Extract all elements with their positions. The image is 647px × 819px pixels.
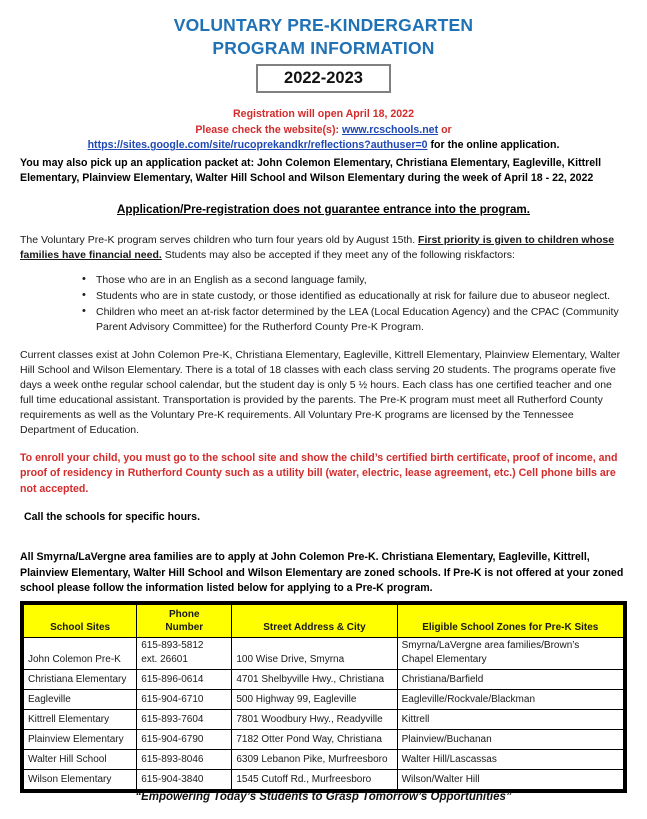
cell-school-site: Eagleville [24,689,137,709]
online-application-suffix: for the online application. [430,139,560,151]
zone-line1: Smyrna/LaVergne area families/Brown’s [401,639,580,651]
column-header-phone-number [137,604,232,637]
cell-phone: 615-893-8046 [137,749,232,769]
table-body [24,637,624,789]
website-prefix: Please check the website(s): [195,123,339,136]
eligibility-intro-paragraph [20,233,627,263]
eligibility-intro-part2: Students may also be accepted if they meet any of the following riskfactors: [161,248,515,261]
table-row [24,729,624,749]
registration-open-text: Registration will open April 18, 2022 [233,108,414,120]
cell-phone: 615-896-0614 [137,669,232,689]
phone-line1: 615-893-5812 [141,639,204,651]
cell-school-site: Kittrell Elementary [24,709,137,729]
footer-motto: “Empowering Today’s Students to Grasp Tomorrow’s Opportunities” [135,791,512,803]
table-row [24,769,624,789]
cell-address: 100 Wise Drive, Smyrna [232,637,397,669]
cell-zone: Kittrell [397,709,623,729]
list-item: • Children who meet an at-risk factor determined by the LEA (Local Education Agency) and the CPAC (Community Parent Advisory Committee) for the Rutherford County Pre-K Program. [82,305,627,335]
enrollment-requirements-notice: To enroll your child, you must go to the school site and show the child’s certified birth certificate, proof of income, and proof of residency in Rutherford County such as a utility bill (water, electric, lease agreement, etc.) Cell phone bills are not accepted. [20,451,618,495]
table-row [24,669,624,689]
cell-address: 7182 Otter Pond Way, Christiana [232,729,397,749]
website-line [20,123,627,139]
cell-phone: 615-904-6710 [137,689,232,709]
document-header [20,0,627,93]
eligibility-intro-part1: The Voluntary Pre-K program serves children who turn four years old by August 15th. [20,233,419,246]
website-suffix: or [441,123,452,136]
school-sites-table-wrapper [20,601,627,793]
risk-factor-list [20,273,627,335]
column-header-school-sites: School Sites [24,604,137,637]
cell-zone: Walter Hill/Lascassas [397,749,623,769]
column-header-eligible-zones: Eligible School Zones for Pre-K Sites [397,604,623,637]
table-header-row [24,604,624,637]
list-item: • Those who are in an English as a second language family, [82,273,627,288]
packet-pickup-paragraph: You may also pick up an application packet at: John Colemon Elementary, Christiana Elementary, Eagleville, Kittrell Elementary, Plainview Elementary, Walter Hill School and Wilson Elementary during the week of April 18 - 22, 2022 [20,156,602,184]
cell-school-site: Christiana Elementary [24,669,137,689]
page-title-line1: VOLUNTARY PRE-KINDERGARTEN [173,15,474,35]
cell-address: 500 Highway 99, Eagleville [232,689,397,709]
no-guarantee-heading: Application/Pre-registration does not guarantee entrance into the program. [117,202,530,216]
zoned-schools-paragraph: All Smyrna/LaVergne area families are to apply at John Colemon Pre-K. Christiana Elementary, Eagleville, Kittrell, Plainview Elementary, Walter Hill School and Wilson Elementary are zoned schools. If Pre-K is not offered at your zoned school please follow the information listed below for applying to a Pre-K program. [20,551,624,594]
cell-address: 4701 Shelbyville Hwy., Christiana [232,669,397,689]
cell-phone: 615-904-6790 [137,729,232,749]
registration-open-line [20,107,627,123]
table-row [24,709,624,729]
cell-zone: Christiana/Barfield [397,669,623,689]
list-item: • Students who are in state custody, or those identified as educationally at risk for failure due to abuseor neglect. [82,289,627,304]
cell-school-site: Wilson Elementary [24,769,137,789]
cell-phone: 615-893-7604 [137,709,232,729]
zone-line2: Chapel Elementary [401,653,487,665]
cell-address: 6309 Lebanon Pike, Murfreesboro [232,749,397,769]
registration-block [20,107,627,154]
table-header [24,604,624,637]
school-year-box-wrapper [20,64,627,93]
table-row [24,689,624,709]
cell-address: 7801 Woodbury Hwy., Readyville [232,709,397,729]
cell-address: 1545 Cutoff Rd., Murfreesboro [232,769,397,789]
cell-zone: Wilson/Walter Hill [397,769,623,789]
application-link-line [20,138,627,154]
cell-zone [397,637,623,669]
cell-school-site: John Colemon Pre-K [24,637,137,669]
cell-school-site: Plainview Elementary [24,729,137,749]
phone-header-line1: Phone [168,608,200,620]
cell-school-site: Walter Hill School [24,749,137,769]
school-year-badge: 2022-2023 [256,64,391,93]
eligibility-priority-emphasis: First priority is given to children whose families have financial need. [20,233,615,261]
table-row [24,637,624,669]
cell-zone: Eagleville/Rockvale/Blackman [397,689,623,709]
page-title-line2: PROGRAM INFORMATION [212,38,435,58]
call-schools-line: Call the schools for specific hours. [24,511,201,523]
school-sites-table [23,604,624,790]
cell-phone: 615-904-3840 [137,769,232,789]
phone-header-line2: Number [165,621,204,633]
rcschools-link[interactable]: www.rcschools.net [341,123,439,136]
google-sites-link[interactable]: https://sites.google.com/site/rucoprekandkr/reflections?authuser=0 [87,139,428,151]
cell-zone: Plainview/Buchanan [397,729,623,749]
column-header-street-address: Street Address & City [232,604,397,637]
current-classes-paragraph: Current classes exist at John Colemon Pre-K, Christiana Elementary, Eagleville, Kittrell Elementary, Plainview Elementary, Walter Hill School and Wilson Elementary. There is a total of 18 classes with each class serving 20 students. The programs operate five days a week onthe regular school calendar, but the student day is only 5 ½ hours. Each class has one certified teacher and one full time educational assistant. Transportation is provided by the parents. The Pre-K program must meet all Rutherford County requirements as well as the Voluntary Pre-K requirements. All Voluntary Pre-K programs are licensed by the Tennessee Department of Education. [20,348,621,436]
cell-phone [137,637,232,669]
table-row [24,749,624,769]
phone-line2: ext. 26601 [141,653,188,665]
